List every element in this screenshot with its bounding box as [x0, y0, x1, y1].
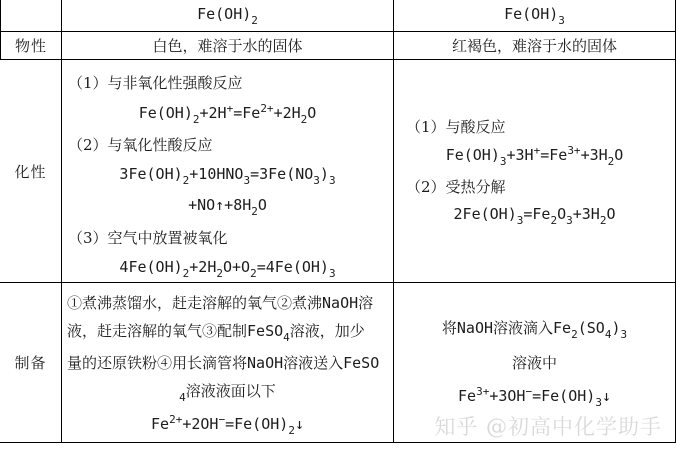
prep-feoh3-equation: $Fe^{3+}+3OH^-=Fe(OH)_3↓$	[458, 384, 611, 409]
chemical-feoh3	[394, 60, 676, 283]
prep-feoh2-text-line-3: 量的还原铁粉④用长滴管将NaOH溶液送入FeSO	[67, 353, 380, 372]
preparation-feoh2	[62, 283, 394, 443]
physical-feoh3: 红褐色，难溶于水的固体	[394, 32, 676, 60]
feoh2-formula: $Fe(OH)_2$	[197, 4, 258, 27]
chem-feoh2-heading-1: （1）与非氧化性强酸反应	[68, 74, 243, 92]
chem-feoh3-heading-1: （1）与酸反应	[406, 117, 506, 136]
prep-feoh2-text-line-4: $_4$溶液液面以下	[179, 382, 276, 404]
prep-feoh3-text-line-2: 溶液中	[511, 354, 557, 372]
prep-feoh2-text-line-2: 液，赶走溶解的氧气③配制FeSO$_4$溶液，加少	[67, 322, 365, 344]
header-feoh2	[62, 0, 394, 32]
watermark: 知乎 @初高中化学助手	[434, 415, 662, 439]
prep-feoh2-text-line-1: ①煮沸蒸馏水，赶走溶解的氧气②煮沸NaOH溶	[67, 293, 374, 312]
chem-feoh3-equation-2: $2Fe(OH)_3=Fe_2O_3+3H_2O$	[453, 205, 616, 227]
header-empty-cell	[0, 0, 62, 32]
chem-feoh2-equation-2b: $+NO↑+8H_2O$	[188, 195, 267, 218]
prep-feoh3-text-line-1: 将NaOH溶液滴入$Fe_2(SO_4)_3$	[441, 318, 628, 341]
chemical-feoh2	[62, 60, 394, 283]
physical-feoh2: 白色，难溶于水的固体	[62, 32, 394, 60]
chem-feoh2-heading-2: （2）与氧化性酸反应	[68, 136, 213, 154]
feoh3-formula: $Fe(OH)_3$	[504, 4, 565, 27]
row-label-chemical: 化性	[0, 60, 62, 283]
row-label-preparation: 制备	[0, 283, 62, 443]
chem-feoh2-heading-3: （3）空气中放置被氧化	[68, 229, 228, 247]
chem-feoh2-equation-1: $Fe(OH)_2+2H^+=Fe^{2+}+2H_2O$	[138, 101, 317, 126]
chem-feoh3-equation-1: $Fe(OH)_3+3H^+=Fe^{3+}+3H_2O$	[445, 144, 624, 168]
chem-feoh2-equation-3: $4Fe(OH)_2+2H_2O+O_2=4Fe(OH)_3$	[119, 257, 336, 280]
header-feoh3	[394, 0, 676, 32]
chem-feoh2-equation-2a: $3Fe(OH)_2+10HNO_3=3Fe(NO_3)_3$	[119, 164, 336, 187]
row-label-physical: 物性	[0, 32, 62, 60]
prep-feoh2-equation: $Fe^{2+}+2OH^-=Fe(OH)_2↓$	[151, 413, 304, 437]
chem-feoh3-heading-2: （2）受热分解	[406, 177, 506, 196]
